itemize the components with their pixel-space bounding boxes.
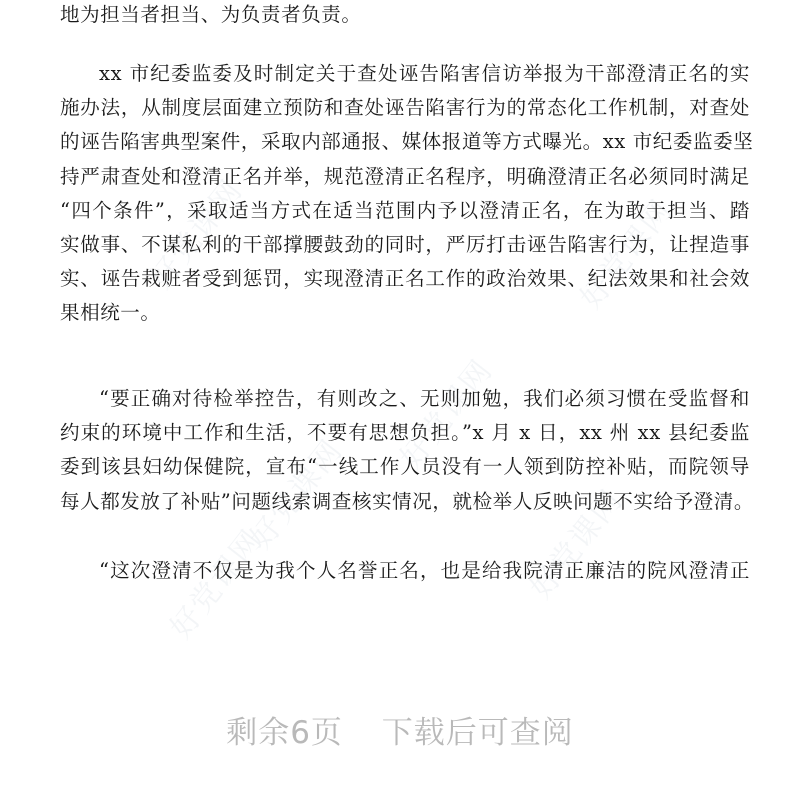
paragraph <box>60 57 754 331</box>
remaining-pages-label: 剩余6页 <box>226 715 343 751</box>
watermark: 好党课网 <box>523 482 630 606</box>
watermark: 好党课网 <box>393 352 500 476</box>
watermark: 好党课网 <box>573 192 680 316</box>
text-line: xx 市纪委监委及时制定关于查处诬告陷害信访举报为干部澄清正名的实 <box>99 62 750 85</box>
text-line: 持严肃查处和澄清正名并举，规范澄清正名程序，明确澄清正名必须同时满足 <box>60 164 750 188</box>
watermark: 好党课网 <box>243 432 350 556</box>
paragraph <box>60 382 754 519</box>
text-line: 的诬告陷害典型案件，采取内部通报、媒体报道等方式曝光。xx 市纪委监委坚 <box>60 130 754 154</box>
text-line: 果相统一。 <box>60 301 161 325</box>
download-hint-label: 下载后可查阅 <box>381 715 574 751</box>
remaining-pages-notice[interactable] <box>0 707 800 752</box>
watermark: 好党课网 <box>163 522 270 646</box>
text-line: 实、诬告栽赃者受到惩罚，实现澄清正名工作的政治效果、纪法效果和社会效 <box>60 267 750 291</box>
text-line: 地为担当者担当、为负责者负责。 <box>60 3 362 26</box>
text-line: “这次澄清不仅是为我个人名誉正名，也是给我院清正廉洁的院风澄清正 <box>99 559 750 582</box>
text-line: 施办法，从制度层面建立预防和查处诬告陷害行为的常态化工作机制，对查处 <box>60 96 750 120</box>
text-line: 约束的环境中工作和生活，不要有思想负担。”x 月 x 日，xx 州 xx 县纪委监 <box>60 421 750 445</box>
paragraph <box>60 554 750 588</box>
text-line: “要正确对待检举控告，有则改之、无则加勉，我们必须习惯在受监督和 <box>99 387 750 410</box>
text-line: 委到该县妇幼保健院，宣布“一线工作人员没有一人领到防控补贴，而院领导 <box>60 455 750 479</box>
paragraph-continuation <box>60 0 750 32</box>
watermark: 好党课网 <box>143 172 250 296</box>
text-line: “四个条件”，采取适当方式在适当范围内予以澄清正名，在为敢于担当、踏 <box>60 198 750 222</box>
text-line: 每人都发放了补贴”问题线索调查核实情况，就检举人反映问题不实给予澄清。 <box>60 489 754 513</box>
text-line: 实做事、不谋私利的干部撑腰鼓劲的同时，严厉打击诬告陷害行为，让捏造事 <box>60 233 750 257</box>
